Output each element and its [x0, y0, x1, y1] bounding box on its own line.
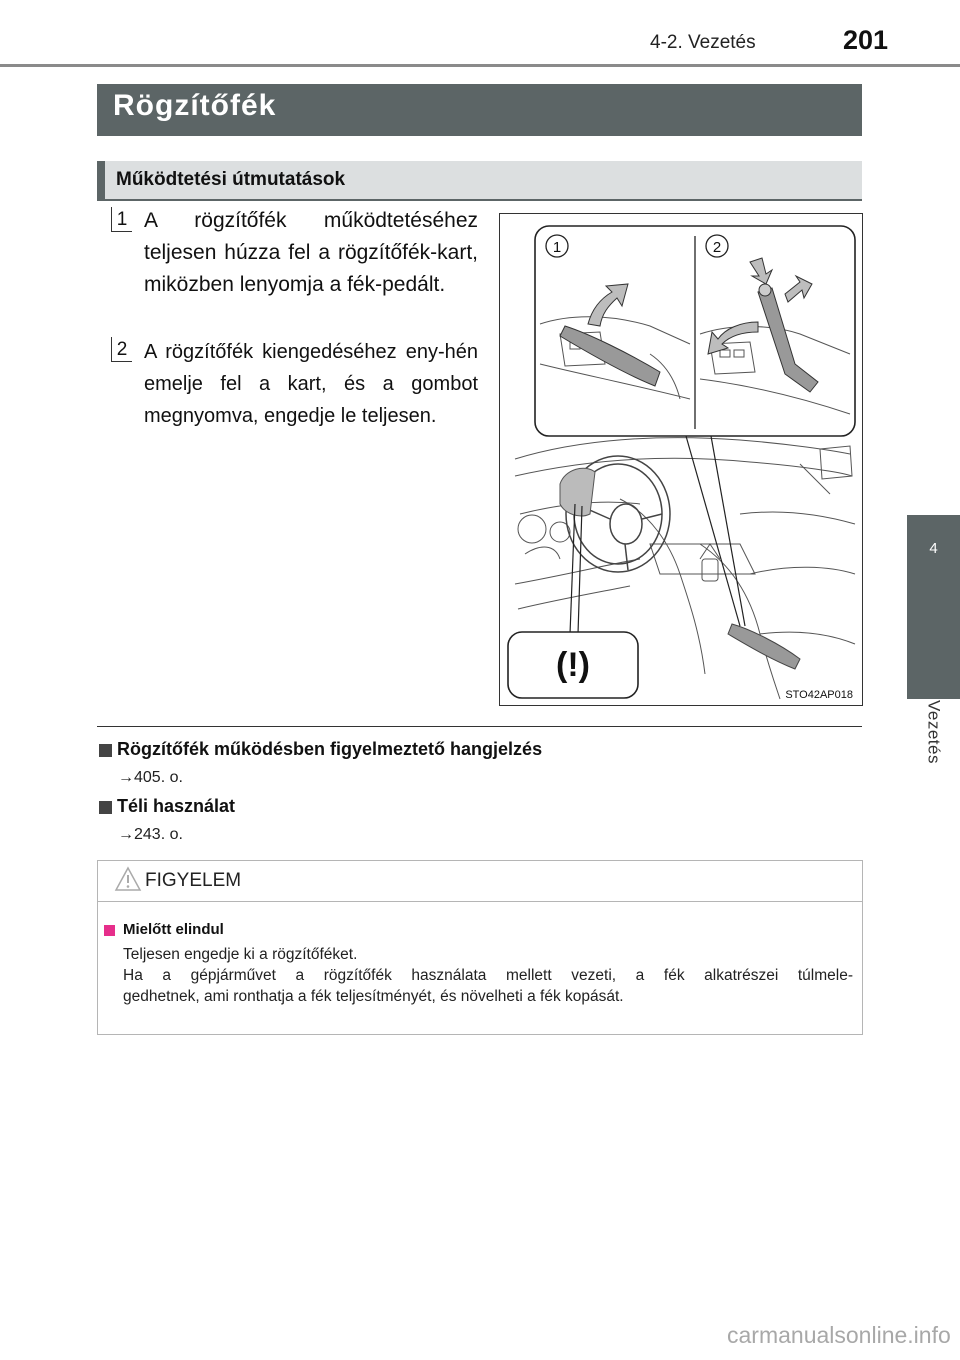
header-rule — [0, 64, 960, 67]
step-2-number: 2 — [111, 337, 132, 362]
chapter-label-text: Vezetés — [924, 700, 944, 764]
warning-line-3: gedhetnek, ami ronthatja a fék teljesítményét, és növelheti a fék kopását. — [123, 988, 624, 1005]
warning-line-2: Ha a gépjárművet a rögzítőfék használata mellett vezeti, a fék alkatrészei túlmele- — [123, 967, 853, 984]
chapter-label — [907, 700, 960, 820]
brake-warning-symbol: (!) — [556, 646, 590, 684]
chapter-number: 4 — [929, 540, 938, 557]
note-1-ref: →405. o. — [118, 769, 183, 786]
subtitle: Működtetési útmutatások — [116, 169, 346, 190]
illustration-svg — [500, 214, 861, 704]
page-number: 201 — [843, 25, 889, 55]
note-2-bullet — [99, 801, 112, 814]
warning-line-1: Teljesen engedje ki a rögzítőféket. — [123, 946, 358, 963]
inset-1-label: 1 — [552, 239, 562, 256]
warning-divider — [98, 901, 862, 902]
parking-brake-illustration — [499, 213, 863, 706]
warning-title: FIGYELEM — [145, 870, 242, 891]
watermark: carmanualsonline.info — [727, 1322, 951, 1348]
warning-triangle-icon — [114, 866, 142, 892]
subtitle-rule — [97, 199, 862, 201]
step-1-number: 1 — [111, 207, 132, 232]
section-separator — [97, 726, 862, 727]
note-1-bullet — [99, 744, 112, 757]
step-2-text: A rögzítőfék kiengedéséhez eny-hén emelje fel a kart, és a gombot megnyomva, engedje le teljesen. — [144, 341, 478, 427]
release-button — [759, 284, 771, 296]
note-1-heading: Rögzítőfék működésben figyelmeztető hangjelzés — [117, 739, 543, 759]
note-2-ref: →243. o. — [118, 826, 183, 843]
instrument-cluster — [560, 468, 595, 516]
section-label: 4-2. Vezetés — [650, 32, 756, 53]
console-brake-lever — [728, 624, 800, 669]
figure-code: STO42AP018 — [785, 689, 853, 701]
warning-bullet — [104, 925, 115, 936]
note-2-heading: Téli használat — [117, 796, 236, 816]
inset-2-label: 2 — [712, 239, 722, 256]
warning-heading: Mielőtt elindul — [123, 921, 224, 938]
step-1-text: A rögzítőfék működtetéséhez teljesen húzza fel a rögzítőfék-kart, miközben lenyomja a fék-pedált. — [144, 209, 478, 296]
page-title: Rögzítőfék — [113, 89, 277, 122]
